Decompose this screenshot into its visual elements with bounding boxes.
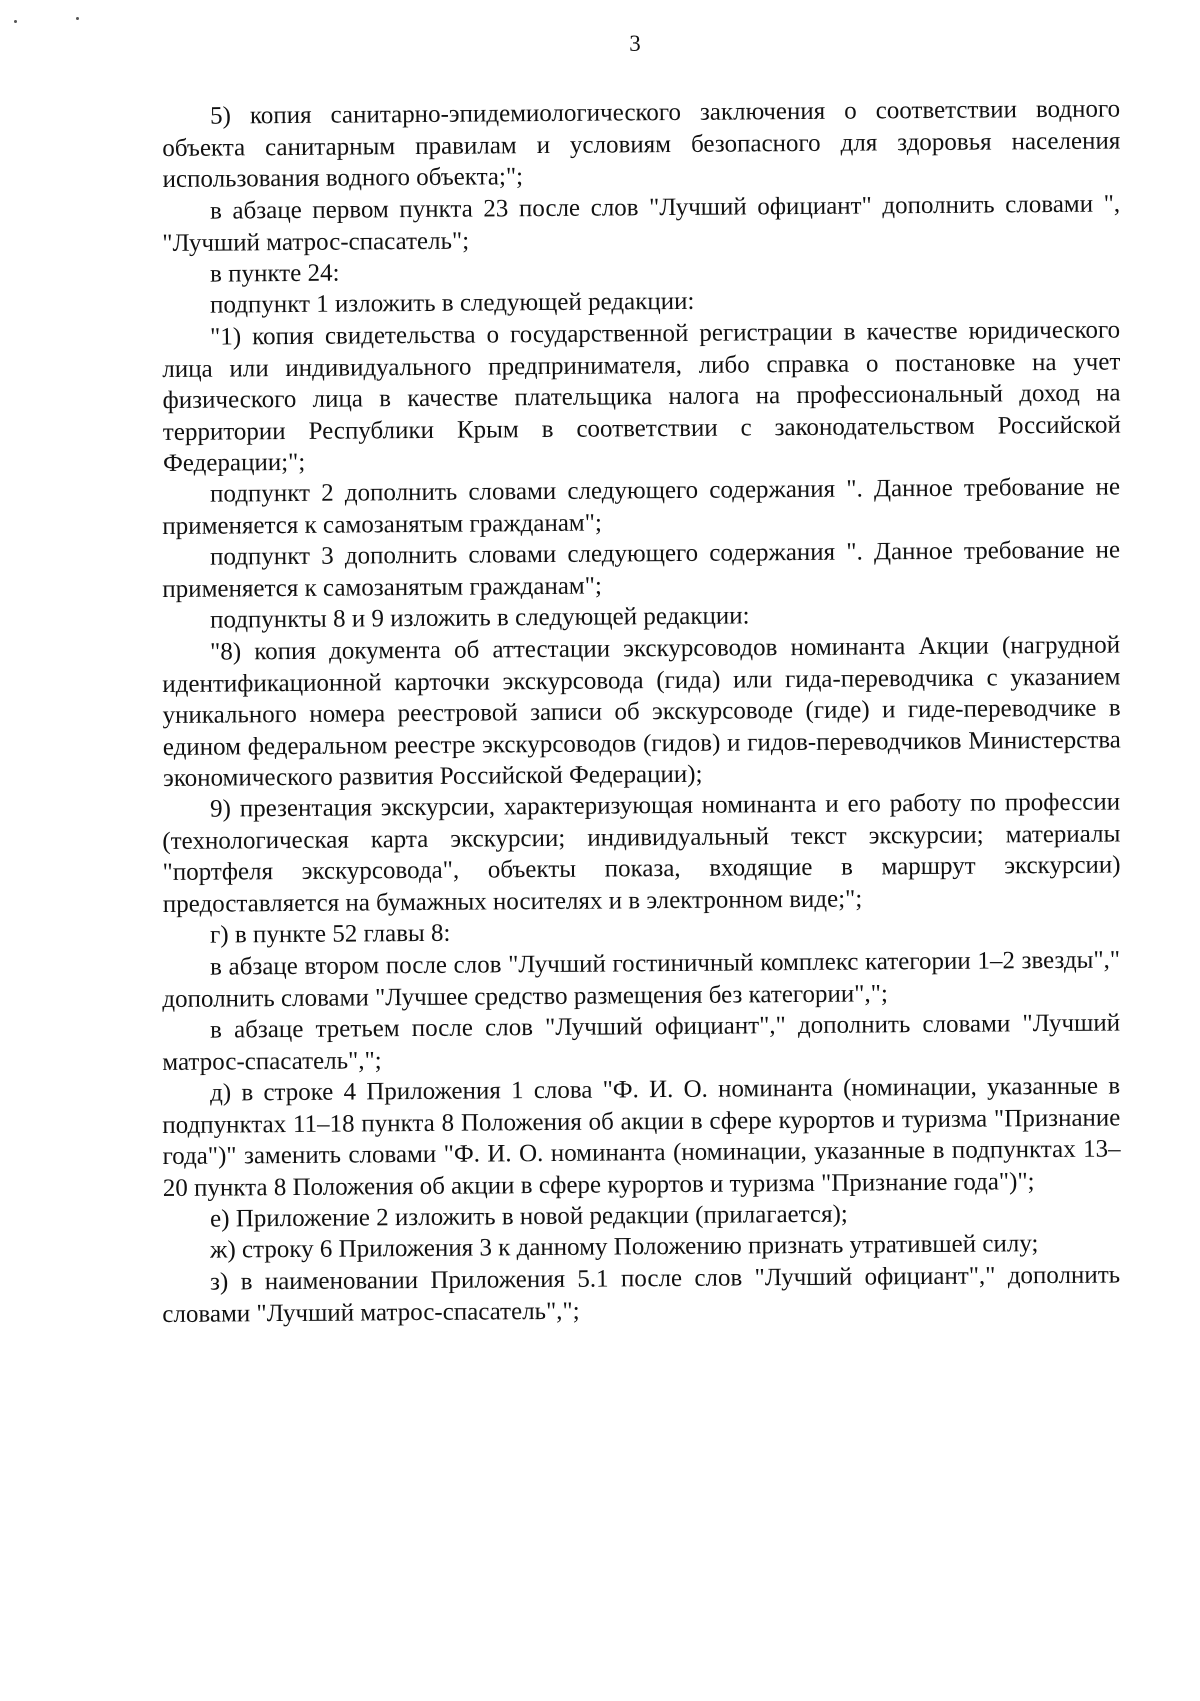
paragraph: подпункт 2 дополнить словами следующего содержания ". Данное требование не применяется к самозанятым гражданам";: [162, 473, 1121, 540]
paragraph: з) в наименовании Приложения 5.1 после слов "Лучший официант"," дополнить словами "Лучший матрос-спасатель",";: [162, 1260, 1121, 1327]
paragraph: подпункт 1 изложить в следующей редакции:: [210, 287, 695, 319]
paragraph: д) в строке 4 Приложения 1 слова "Ф. И. О. номинанта (номинации, указанные в подпунктах 11–18 пункта 8 Положения об акции в сфере курортов и туризма "Признание года")" заменить словами "Ф. И. О. номинанта (номинации, указанные в подпунктах 13–20 пункта 8 Положения об акции в сфере курортов и туризма "Признание года")";: [162, 1071, 1121, 1201]
scan-artifact-dot: [76, 17, 79, 20]
page-number: 3: [629, 31, 641, 56]
document-body: [162, 95, 1121, 1330]
paragraph: г) в пункте 52 главы 8:: [210, 919, 451, 949]
paragraph: в пункте 24:: [210, 259, 340, 288]
paragraph: в абзаце третьем после слов "Лучший официант"," дополнить словами "Лучший матрос-спасатель",";: [162, 1008, 1121, 1075]
paragraph: подпункт 3 дополнить словами следующего содержания ". Данное требование не применяется к самозанятым гражданам";: [162, 536, 1121, 603]
scan-artifact-dot: [14, 20, 17, 23]
paragraph: в абзаце первом пункта 23 после слов "Лучший официант" дополнить словами ", "Лучший матрос-спасатель";: [162, 189, 1121, 256]
paragraph: "8) копия документа об аттестации экскурсоводов номинанта Акции (нагрудной идентификационной карточки экскурсовода (гида) или гида-переводчика с указанием уникального номера реестровой записи об экскурсоводе (гиде) и гиде-переводчике в едином федеральном реестре экскурсоводов (гидов) и гидов-переводчиков Министерства экономического развития Российской Федерации);: [162, 630, 1121, 792]
paragraph: е) Приложение 2 изложить в новой редакции (прилагается);: [210, 1200, 848, 1233]
paragraph: "1) копия свидетельства о государственной регистрации в качестве юридического лица или индивидуального предпринимателя, либо справка о постановке на учет физического лица в качестве плательщика налога на профессиональный доход на территории Республики Крым в соответствии с законодательством Российской Федерации;";: [162, 315, 1121, 477]
paragraph: 5) копия санитарно-эпидемиологического заключения о соответствии водного объекта санитарным правилам и условиям безопасного для здоровья населения использования водного объекта;";: [162, 95, 1121, 193]
paragraph: в абзаце втором после слов "Лучший гостиничный комплекс категории 1–2 звезды"," дополнить словами "Лучшее средство размещения без категории",";: [162, 945, 1121, 1012]
paragraph: подпункты 8 и 9 изложить в следующей редакции:: [210, 602, 750, 634]
paragraph: 9) презентация экскурсии, характеризующая номинанта и его работу по профессии (технологическая карта экскурсии; индивидуальный текст экскурсии; материалы "портфеля экскурсовода", объекты показа, входящие в маршрут экскурсии) предоставляется на бумажных носителях и в электронном виде;";: [162, 788, 1121, 918]
paragraph: ж) строку 6 Приложения 3 к данному Положению признать утратившей силу;: [210, 1230, 1039, 1264]
